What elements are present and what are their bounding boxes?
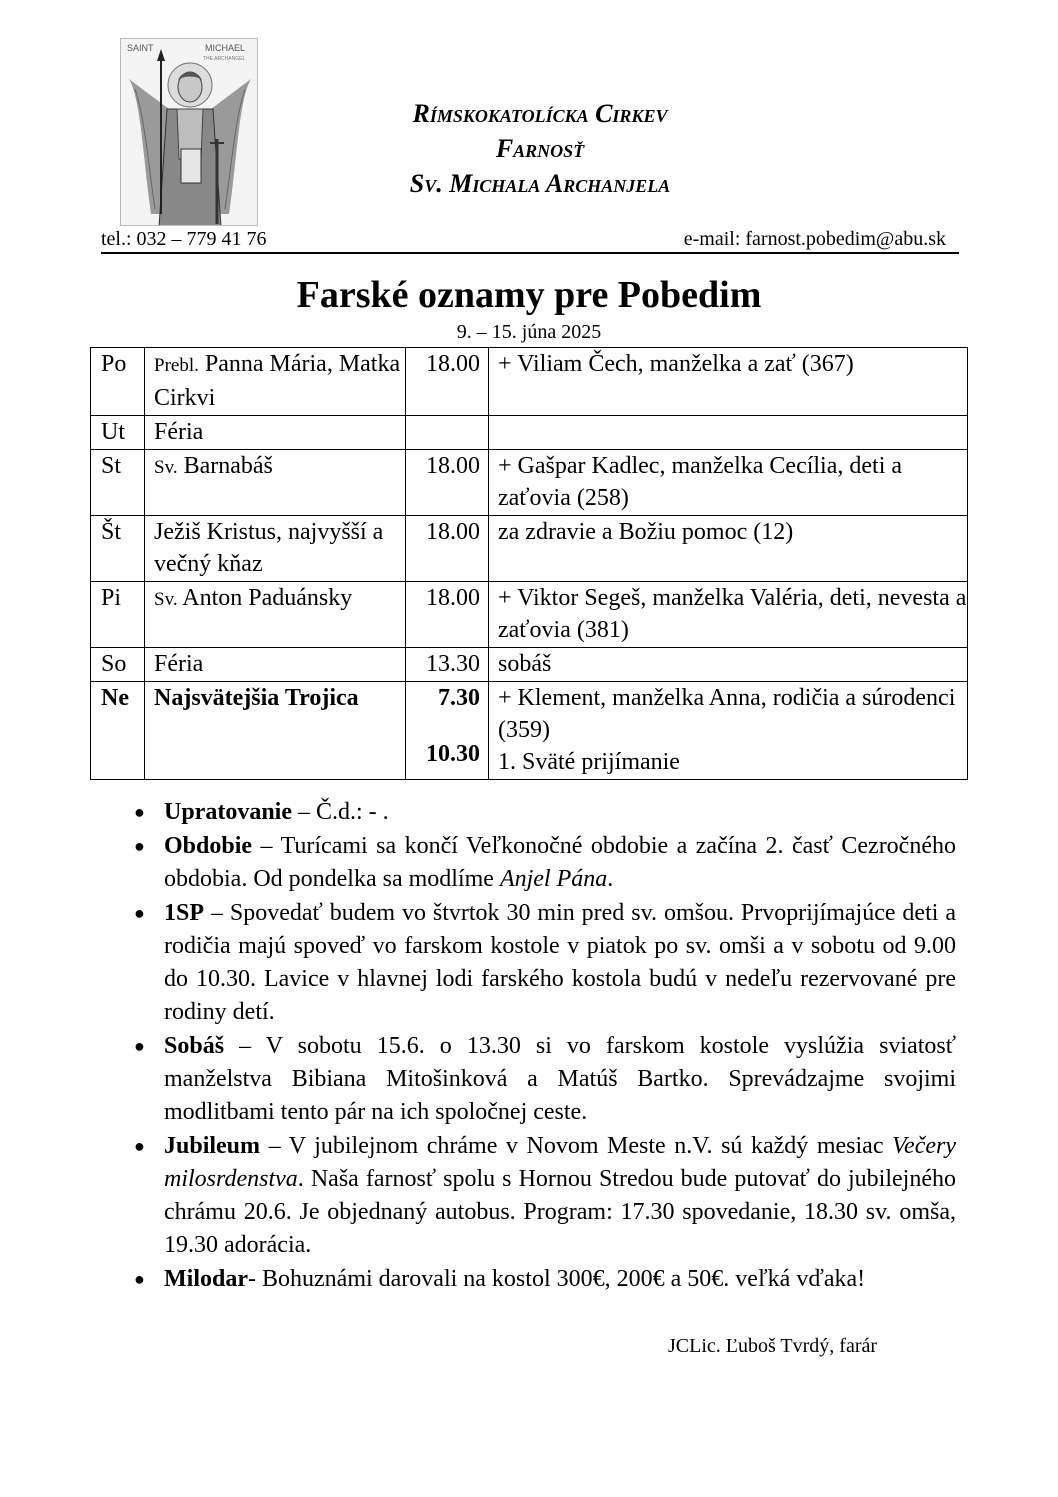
- day-cell: Št: [91, 516, 145, 582]
- page-title: Farské oznamy pre Pobedim: [296, 274, 762, 316]
- feast-name: Féria: [154, 419, 204, 445]
- second-mass-time: 10.30: [426, 741, 480, 767]
- notice-separator: -: [248, 1266, 262, 1292]
- time-cell: 18.00: [406, 582, 489, 648]
- bullet-icon: ●: [134, 1036, 145, 1056]
- bullet-icon: ●: [134, 802, 145, 822]
- notice-text: Spovedať budem vo štvrtok 30 min pred sv. omšou. Prvoprijímajúce deti a rodičia majú spoveď vo farskom kostole v piatok po sv. omši a v sobotu od 9.00 do 10.30. Lavice v hlavnej lodi farského kostola budú v nedeľu rezervované pre rodiny detí.: [164, 900, 957, 1025]
- feast-cell: [145, 648, 406, 682]
- day-cell: Po: [91, 348, 145, 416]
- schedule-row-tuesday: [91, 416, 968, 450]
- icon-caption-right: MICHAEL: [205, 43, 246, 53]
- notice-separator: –: [292, 799, 316, 825]
- feast-prefix: Sv.: [154, 457, 178, 478]
- feast-cell: [145, 348, 406, 416]
- schedule-row-friday: [91, 582, 968, 648]
- day-cell: Ne: [91, 682, 145, 780]
- notice-text: V sobotu 15.6. o 13.30 si vo farskom kostole vyslúžia sviatosť manželstva Bibiana Mitošinková a Matúš Bartko. Sprevádzajme svojimi modlitbami tento pár na ich spoločnej ceste.: [164, 1033, 956, 1125]
- feast-cell: [145, 516, 406, 582]
- notice-text: Č.d.: - .: [316, 799, 389, 825]
- org-line-church: Rímskokatolícka Cirkev: [412, 99, 668, 128]
- notice-heading: 1SP: [164, 900, 205, 926]
- notice-emphasis: Večery milosrdenstva: [164, 1133, 956, 1192]
- email-address: e-mail: farnost.pobedim@abu.sk: [683, 228, 946, 250]
- feast-name: Panna Mária, Matka Cirkvi: [154, 351, 401, 411]
- day-cell: St: [91, 450, 145, 516]
- notice-season: [130, 830, 956, 896]
- notice-separator: –: [224, 1033, 266, 1059]
- time-cell: [406, 416, 489, 450]
- notice-heading: Obdobie: [164, 833, 253, 859]
- time-cell: 13.30: [406, 648, 489, 682]
- notice-text: V jubilejnom chráme v Novom Meste n.V. sú každý mesiac: [288, 1133, 893, 1159]
- icon-caption-small: THE ARCHANGEL: [203, 56, 246, 62]
- notice-donation: [130, 1263, 956, 1296]
- time-cell: 18.00: [406, 450, 489, 516]
- feast-name: Najsvätejšia Trojica: [154, 685, 359, 711]
- mass-schedule-table: [90, 347, 968, 780]
- bullet-icon: ●: [134, 903, 145, 923]
- bullet-icon: ●: [134, 836, 145, 856]
- time-cell: [406, 682, 489, 780]
- feast-prefix: Prebl.: [154, 355, 199, 376]
- contact-line: [101, 226, 959, 254]
- date-range: 9. – 15. júna 2025: [456, 321, 602, 343]
- feast-prefix: Sv.: [154, 589, 178, 610]
- priest-signature: JCLic. Ľuboš Tvrdý, farár: [668, 1335, 878, 1357]
- notice-separator: –: [204, 900, 230, 926]
- first-mass-intention: + Klement, manželka Anna, rodičia a súrodenci (359): [498, 685, 956, 743]
- time-cell: 18.00: [406, 348, 489, 416]
- notice-cleaning: [130, 796, 956, 829]
- schedule-row-wednesday: [91, 450, 968, 516]
- intention-cell: + Viliam Čech, manželka a zať (367): [489, 348, 968, 416]
- notice-tail: . Naša farnosť spolu s Hornou Stredou bude putovať do jubilejného chrámu 20.6. Je objednaný autobus. Program: 17.30 spovedanie, 18.30 sv. omša, 19.30 adorácia.: [164, 1166, 956, 1258]
- intention-cell: za zdravie a Božiu pomoc (12): [489, 516, 968, 582]
- feast-name: Anton Paduánsky: [177, 585, 353, 611]
- notice-heading: Milodar: [164, 1266, 248, 1292]
- feast-cell: [145, 416, 406, 450]
- schedule-row-monday: [91, 348, 968, 416]
- feast-cell: [145, 582, 406, 648]
- notice-separator: –: [252, 833, 281, 859]
- notice-emphasis: Anjel Pána: [499, 866, 608, 892]
- notice-heading: Jubileum: [164, 1133, 261, 1159]
- notice-tail: .: [607, 866, 614, 892]
- schedule-row-saturday: [91, 648, 968, 682]
- day-cell: Ut: [91, 416, 145, 450]
- schedule-row-thursday: [91, 516, 968, 582]
- day-cell: Pi: [91, 582, 145, 648]
- phone-number: tel.: 032 – 779 41 76: [101, 228, 267, 250]
- feast-name: Ježiš Kristus, najvyšší a večný kňaz: [154, 519, 384, 577]
- day-cell: So: [91, 648, 145, 682]
- intention-cell: + Viktor Segeš, manželka Valéria, deti, nevesta a zaťovia (381): [489, 582, 968, 648]
- notice-heading: Upratovanie: [164, 799, 292, 825]
- intention-cell: sobáš: [489, 648, 968, 682]
- time-cell: 18.00: [406, 516, 489, 582]
- org-line-patron: Sv. Michala Archanjela: [409, 169, 671, 198]
- notice-heading: Sobáš: [164, 1033, 225, 1059]
- intention-cell: [489, 682, 968, 780]
- feast-cell: [145, 450, 406, 516]
- second-mass-intention: 1. Sväté prijímanie: [498, 749, 680, 775]
- org-line-parish: Farnosť: [495, 134, 585, 163]
- saint-michael-icon: [120, 38, 258, 226]
- notice-jubilee: [130, 1130, 956, 1262]
- notice-text: Turícami sa končí Veľkonočné obdobie a začína 2. časť Cezročného obdobia. Od pondelka sa modlíme: [164, 833, 956, 892]
- notice-text: Bohuznámi darovali na kostol 300€, 200€ a 50€. veľká vďaka!: [262, 1266, 866, 1292]
- first-mass-time: 7.30: [438, 685, 480, 711]
- intention-cell: + Gašpar Kadlec, manželka Cecília, deti a zaťovia (258): [489, 450, 968, 516]
- bullet-icon: ●: [134, 1269, 145, 1289]
- feast-name: Barnabáš: [177, 453, 273, 479]
- parish-header: [290, 96, 790, 201]
- notice-separator: –: [260, 1133, 289, 1159]
- schedule-row-sunday: [91, 682, 968, 780]
- feast-cell: [145, 682, 406, 780]
- announcements-list: [130, 796, 956, 1297]
- icon-caption-left: SAINT: [127, 43, 154, 53]
- feast-name: Féria: [154, 651, 204, 677]
- bullet-icon: ●: [134, 1136, 145, 1156]
- intention-cell: [489, 416, 968, 450]
- notice-wedding: [130, 1030, 956, 1129]
- notice-first-communion: [130, 897, 956, 1029]
